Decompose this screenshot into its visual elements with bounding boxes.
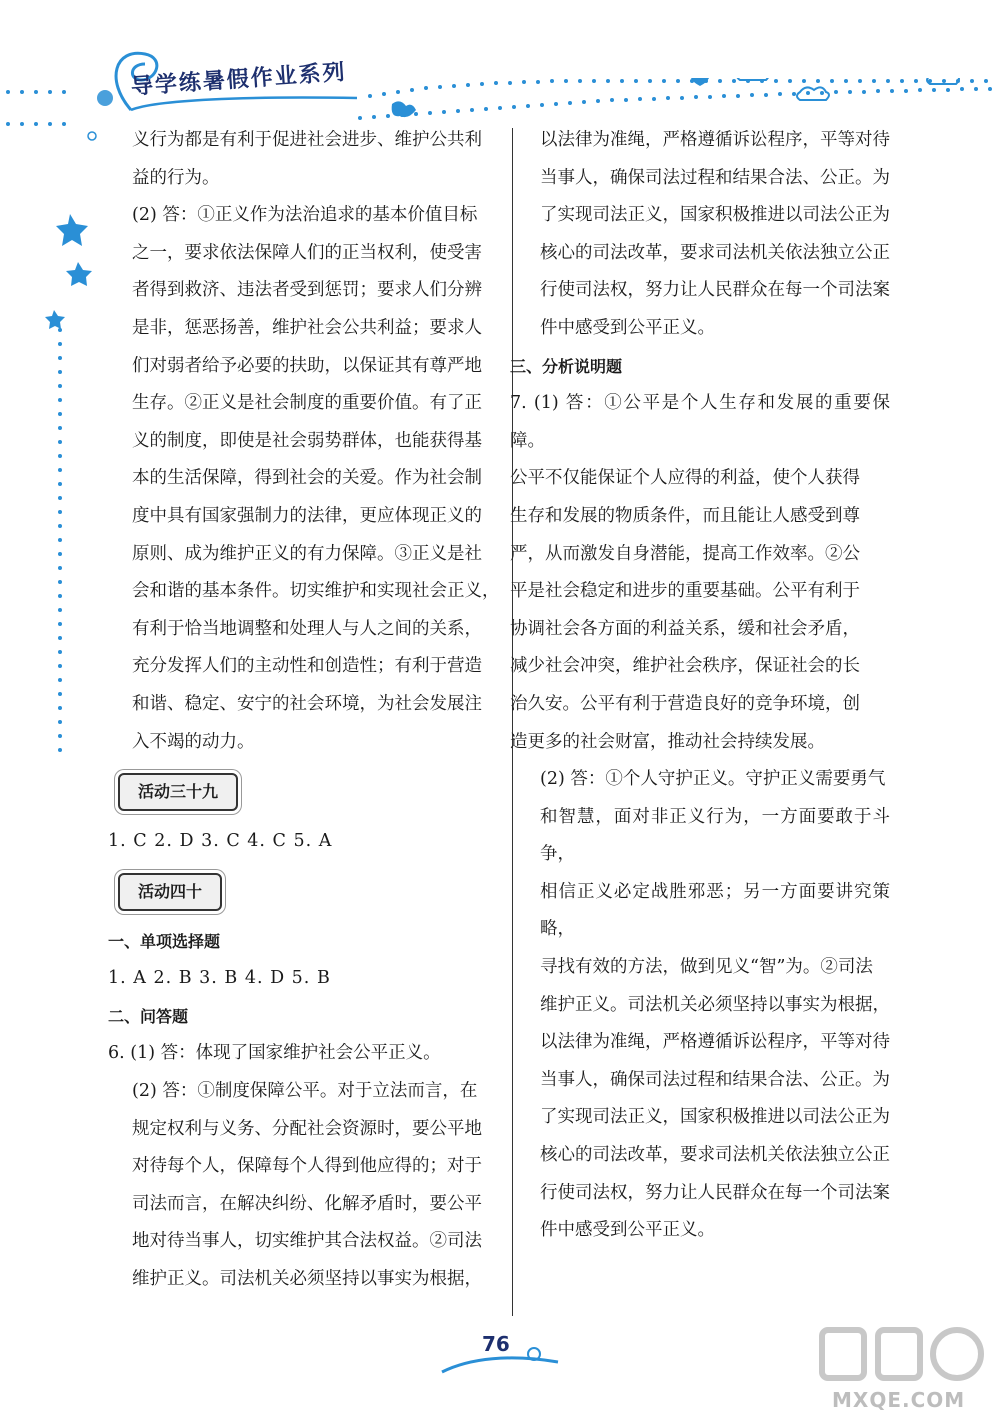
left-dotted-decoration — [40, 130, 110, 770]
left-column — [108, 122, 500, 1299]
page-number-badge — [440, 1328, 560, 1378]
section-1-answers: 1. A 2. B 3. B 4. D 5. B — [108, 968, 331, 989]
left-paragraph-2: (2) 答：①正义作为法治追求的基本价值目标 之一，要求依法保障人们的正当权利，使受害 者得到救济、违法者受到惩罚；要求人们分辨 是非，惩恶扬善，维护社会公共利益；要求人 们对弱者给予必要的扶助，以保证其有尊严地 生存。②正义是社会制度的重要价值。有了正 义的制度，即使是社会弱势群体，也能获得基 本的生活保障，得到社会的关爱。作为社会制 度中具有国家强制力的法律，更应体现正义的 原则、成为维护正义的有力保障。③正义是社 会和谐的基本条件。切实维护和实现社会正义， 有利于恰当地调整和处理人与人之间的关系， 充分发挥人们的主动性和创造性；有利于营造 和谐、稳定、安宁的社会环境，为社会发展注 入不竭的动力。 — [132, 205, 500, 752]
section-3-heading: 三、分析说明题 — [510, 356, 623, 376]
page-number: 76 — [482, 1332, 510, 1356]
right-column — [510, 122, 890, 1250]
series-title: 导学练暑假作业系列 — [130, 59, 348, 101]
question-7-part-2: (2) 答：①个人守护正义。守护正义需要勇气 和智慧，面对非正义行为，一方面要敢于斗争， 相信正义必定战胜邪恶；另一方面要讲究策略， 寻找有效的方法，做到见义“智”为。②司法 维护正义。司法机关必须坚持以事实为根据， 以法律为准绳，严格遵循诉讼程序，平等对待 当事人，确保司法过程和结果合法、公正。为 了实现司法正义，国家积极推进以司法公正为 核心的司法改革，要求司法机关依法独立公正 行使司法权，努力让人民群众在每一个司法案 件中感受到公平正义。 — [540, 769, 890, 1241]
activity-40-label: 活动四十 — [118, 873, 222, 911]
left-paragraph-1: 义行为都是有利于促进社会进步、维护公共利 益的行为。 — [132, 130, 482, 188]
watermark-text: MXQE.COM — [832, 1388, 966, 1412]
activity-39-answers: 1. C 2. D 3. C 4. C 5. A — [108, 831, 333, 852]
question-7-part-1: 7. (1) 答：①公平是个人生存和发展的重要保障。 公平不仅能保证个人应得的利益，使个人获得 生存和发展的物质条件，而且能让人感受到尊 严，从而激发自身潜能，提高工作效率。②公 平是社会稳定和进步的重要基础。公平有利于 协调社会各方面的利益关系，缓和社会矛盾， 减少社会冲突，维护社会秩序，保证社会的长 治久安。公平有利于营造良好的竞争环境，创 造更多的社会财富，推动社会持续发展。 — [510, 393, 890, 752]
question-6-part-1: 6. (1) 答：体现了国家维护社会公平正义。 — [108, 1043, 441, 1064]
right-paragraph-1: 以法律为准绳，严格遵循诉讼程序，平等对待 当事人，确保司法过程和结果合法、公正。为 了实现司法正义，国家积极推进以司法公正为 核心的司法改革，要求司法机关依法独立公正 行使司法权，努力让人民群众在每一个司法案 件中感受到公平正义。 — [540, 130, 890, 338]
question-6-part-2: (2) 答：①制度保障公平。对于立法而言，在 规定权利与义务、分配社会资源时，要公平地 对待每个人，保障每个人得到他应得的；对于 司法而言，在解决纠纷、化解矛盾时，要公平 地对待当事人，切实维护其合法权益。②司法 维护正义。司法机关必须坚持以事实为根据， — [132, 1081, 482, 1290]
section-1-heading: 一、单项选择题 — [108, 931, 221, 951]
activity-39-label: 活动三十九 — [118, 773, 238, 811]
section-2-heading: 二、问答题 — [108, 1006, 189, 1026]
